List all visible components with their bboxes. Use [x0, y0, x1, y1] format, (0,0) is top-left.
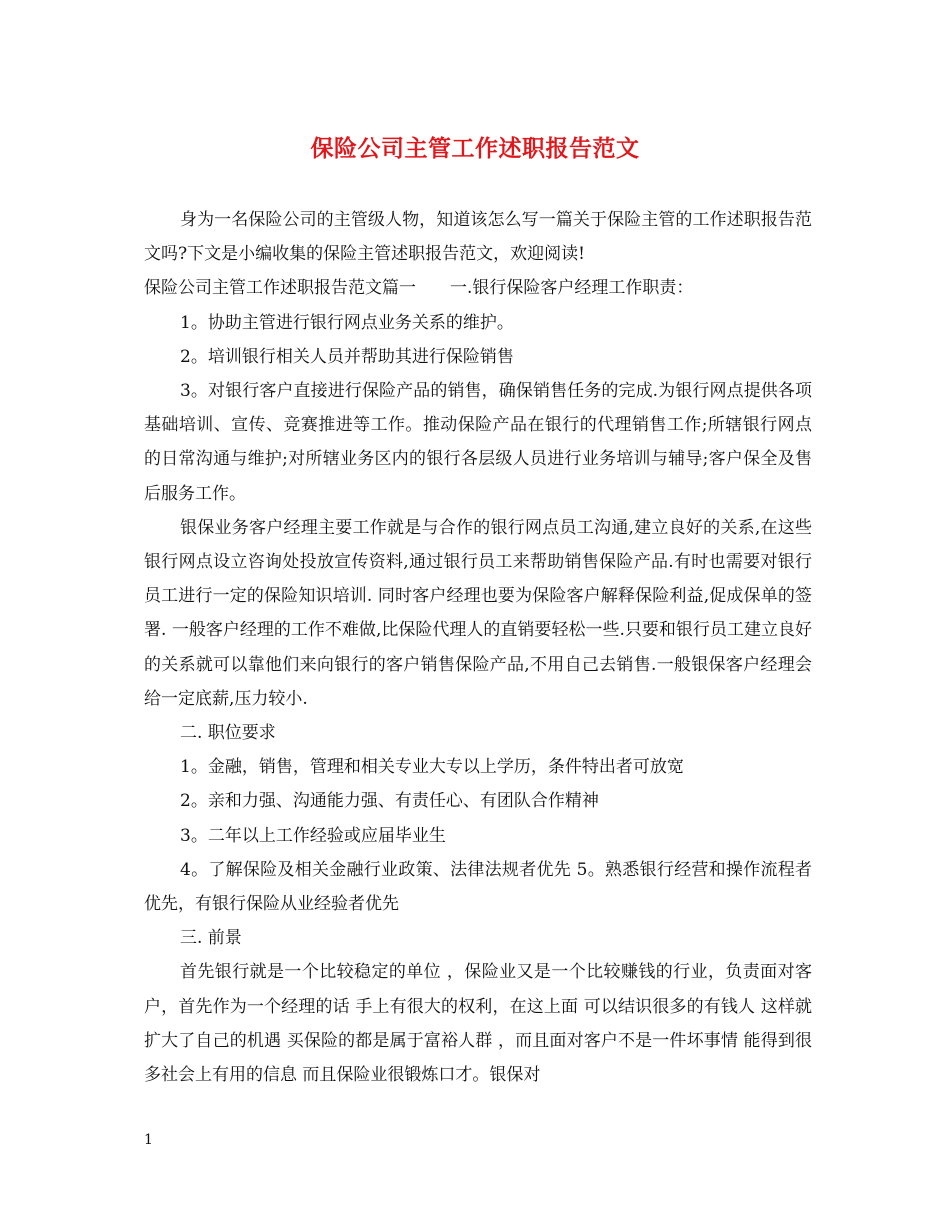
section-heading-requirements: 二. 职位要求 [180, 723, 276, 744]
page-number: 1 [144, 1132, 153, 1148]
requirement-item-1: 1。金融，销售，管理和相关专业大专以上学历，条件特出者可放宽 [180, 757, 684, 778]
job-description-paragraph: 银保业务客户经理主要工作就是与合作的银行网点员工沟通,建立良好的关系,在这些银行网点设立咨询处投放宣传资料,通过银行员工来帮助销售保险产品.有时也需要对银行员工进行一定的保险知识培训. 同时客户经理也要为保险客户解释保险利益,促成保单的签署. 一般客户经理的工作不难做,比保险代理人的直销要轻松一些.只要和银行员工建立良好的关系就可以靠他们来向银行的客户销售保险产品,不用自己去销售.一般银保客户经理会给一定底薪,压力较小. [144, 517, 812, 709]
intro-paragraph: 身为一名保险公司的主管级人物，知道该怎么写一篇关于保险主管的工作述职报告范文吗?下文是小编收集的保险主管述职报告范文，欢迎阅读! [144, 210, 812, 265]
requirement-item-3: 3。二年以上工作经验或应届毕业生 [180, 825, 446, 846]
document-body [144, 203, 812, 1092]
requirement-item-2: 2。亲和力强、沟通能力强、有责任心、有团队合作精神 [180, 791, 599, 812]
duty-item-3: 3。对银行客户直接进行保险产品的销售，确保销售任务的完成.为银行网点提供各项基础培训、宣传、竞赛推进等工作。推动保险产品在银行的代理销售工作;所辖银行网点的日常沟通与维护;对所辖业务区内的银行各层级人员进行业务培训与辅导;客户保全及售后服务工作。 [144, 381, 812, 504]
document-title: 保险公司主管工作述职报告范文 [310, 135, 640, 162]
prospects-paragraph: 首先银行就是一个比较稳定的单位 ，保险业又是一个比较赚钱的行业，负责面对客户，首先作为一个经理的话 手上有很大的权利，在这上面 可以结识很多的有钱人 这样就扩大了自己的机遇 买保险的都是属于富裕人群 ，而且面对客户不是一件坏事情 能得到很多社会上有用的信息 而且保险业很锻炼口才。银保对 [144, 962, 812, 1086]
duty-item-2: 2。培训银行相关人员并帮助其进行保险销售 [180, 346, 514, 367]
duty-item-1: 1。协助主管进行银行网点业务关系的维护。 [180, 312, 514, 333]
section-heading-line: 保险公司主管工作述职报告范文篇一 一.银行保险客户经理工作职责： [144, 278, 694, 299]
section-heading-prospects: 三. 前景 [180, 928, 242, 949]
requirement-item-4: 4。了解保险及相关金融行业政策、法律法规者优先 5。熟悉银行经营和操作流程者优先，有银行保险从业经验者优先 [144, 859, 812, 915]
